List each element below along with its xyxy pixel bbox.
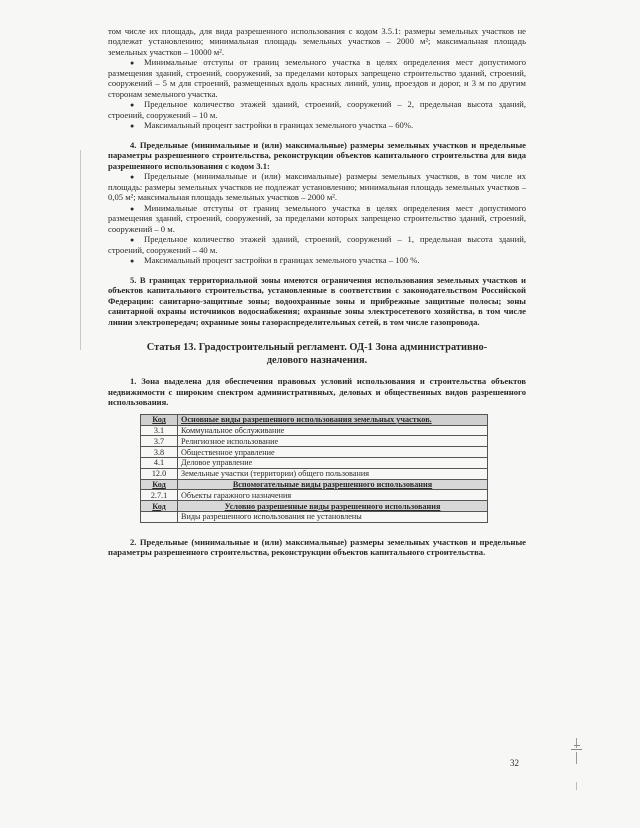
table-cell-code: 3.7	[141, 436, 178, 447]
scan-edge-mark	[80, 150, 81, 350]
permitted-use-table	[140, 414, 488, 523]
article-paragraph-1: 1. Зона выделена для обеспечения правовых условий использования и строительства объектов недвижимости с широким спектром административных, деловых и общественных видов разрешенного использования.	[108, 376, 526, 408]
article-title	[108, 341, 526, 367]
table-row	[141, 458, 488, 469]
page-number: 32	[510, 758, 519, 768]
table-row	[141, 468, 488, 479]
scan-artifact-speck	[574, 745, 580, 746]
bullet-item	[108, 99, 526, 120]
bullet-text: Предельное количество этажей зданий, строений, сооружений – 2, предельная высота зданий, строений, сооружений – 10 м.	[108, 99, 526, 120]
table-cell-code: 12.0	[141, 468, 178, 479]
bullet-icon: ●	[130, 59, 135, 68]
table-cell-name: Религиозное использование	[178, 436, 488, 447]
table-row	[141, 490, 488, 501]
bullet-item	[108, 171, 526, 203]
table-cell-name: Общественное управление	[178, 447, 488, 458]
table-row	[141, 425, 488, 436]
table-subheader-name: Вспомогательные виды разрешенного использования	[178, 479, 488, 490]
table-header-code: Код	[141, 414, 178, 425]
table-cell-code: 3.8	[141, 447, 178, 458]
bullet-item	[108, 203, 526, 235]
table-cell-name: Земельные участки (территории) общего пользования	[178, 468, 488, 479]
table-subheader-code: Код	[141, 479, 178, 490]
bullet-text: Предельное количество этажей зданий, строений, сооружений – 1, предельная высота зданий, строений, сооружений – 40 м.	[108, 234, 526, 255]
table-cell-code: 4.1	[141, 458, 178, 469]
table-header-row	[141, 414, 488, 425]
page-content	[108, 26, 526, 558]
bullet-icon: ●	[130, 236, 135, 245]
table-subheader-row	[141, 479, 488, 490]
scan-artifact-speck	[571, 749, 582, 750]
table-cell-name: Деловое управление	[178, 458, 488, 469]
bullet-text: Предельные (минимальные и (или) максимальные) размеры земельных участков, в том числе их площадь: размеры земельных участков не подлежат установлению; минимальная площадь земельных участков – 0,05 м²; максимальная площадь земельных участков – 2000 м².	[108, 171, 526, 203]
section-5-restrictions: 5. В границах территориальной зоны имеются ограничения использования земельных участков и объектов капитального строительства, установленные в соответствии с законодательством Российской Федерации: санитарно-защитные зоны; водоохранные зоны и прибрежные защитные полосы; зоны санитарной охраны источников водоснабжения; охранные зоны электросетевого хозяйства, в том числе линии электропередач; охранные зоны газораспределительных сетей, в том числе газопровода.	[108, 274, 526, 327]
section-4-heading: 4. Предельные (минимальные и (или) максимальные) размеры земельных участков и предельные параметры разрешенного строительства, реконструкции объектов капитального строительства для вида разрешенного использования с кодом 3.1:	[108, 139, 526, 171]
bullet-text: Максимальный процент застройки в границах земельного участка – 60%.	[144, 120, 414, 131]
table-row	[141, 447, 488, 458]
bullet-item	[108, 255, 526, 266]
bullet-icon: ●	[130, 257, 135, 266]
bullet-text: Минимальные отступы от границ земельного участка в целях определения мест допустимого размещения зданий, строений, сооружений, за пределами которых запрещено строительство зданий, строений, сооружений – 0 м.	[108, 202, 526, 234]
table-subheader-name: Условно разрешенные виды разрешенного использования	[178, 501, 488, 512]
scan-artifact-line	[576, 752, 577, 764]
table-cell-name: Объекты гаражного назначения	[178, 490, 488, 501]
table-subheader-code: Код	[141, 501, 178, 512]
article-paragraph-2: 2. Предельные (минимальные и (или) максимальные) размеры земельных участков и предельные параметры разрешенного строительства, реконструкции объектов капитального строительства.	[108, 536, 526, 558]
paragraph-continuation: том числе их площадь, для вида разрешенного использования с кодом 3.5.1: размеры земельных участков не подлежат установлению; минимальная площадь земельных участков – 2000 м²; максимальная площадь земельных участков – 10000 м².	[108, 26, 526, 57]
permitted-use-table-wrapper	[140, 414, 488, 523]
scan-artifact-line	[576, 782, 577, 790]
bullet-item	[108, 57, 526, 99]
article-title-line-1: Статья 13. Градостроительный регламент. ОД-1 Зона административно-	[146, 342, 488, 354]
bullet-item	[108, 234, 526, 255]
bullet-item	[108, 120, 526, 131]
bullet-text: Минимальные отступы от границ земельного участка в целях определения мест допустимого размещения зданий, строений, сооружений, за пределами которых запрещено строительство зданий, строений, сооружений – 5 м для строений, размещенных вдоль красных линий, улиц, проездов и дорог, и 3 м по другим сторонам земельного участка.	[108, 57, 526, 99]
bullet-text: Максимальный процент застройки в границах земельного участка – 100 %.	[144, 255, 420, 266]
table-cell-code	[141, 512, 178, 523]
article-title-line-2: делового назначения.	[266, 355, 368, 367]
table-row	[141, 512, 488, 523]
bullet-icon: ●	[130, 204, 135, 213]
table-row	[141, 436, 488, 447]
table-cell-code: 3.1	[141, 425, 178, 436]
table-cell-code: 2.7.1	[141, 490, 178, 501]
table-header-name: Основные виды разрешенного использования земельных участков.	[178, 414, 488, 425]
bullet-icon: ●	[130, 101, 135, 110]
table-cell-name: Коммунальное обслуживание	[178, 425, 488, 436]
bullet-icon: ●	[130, 122, 135, 131]
table-subheader-row	[141, 501, 488, 512]
scan-artifact-line	[576, 738, 577, 748]
table-cell-name: Виды разрешенного использования не установлены	[178, 512, 488, 523]
bullet-icon: ●	[130, 173, 135, 182]
